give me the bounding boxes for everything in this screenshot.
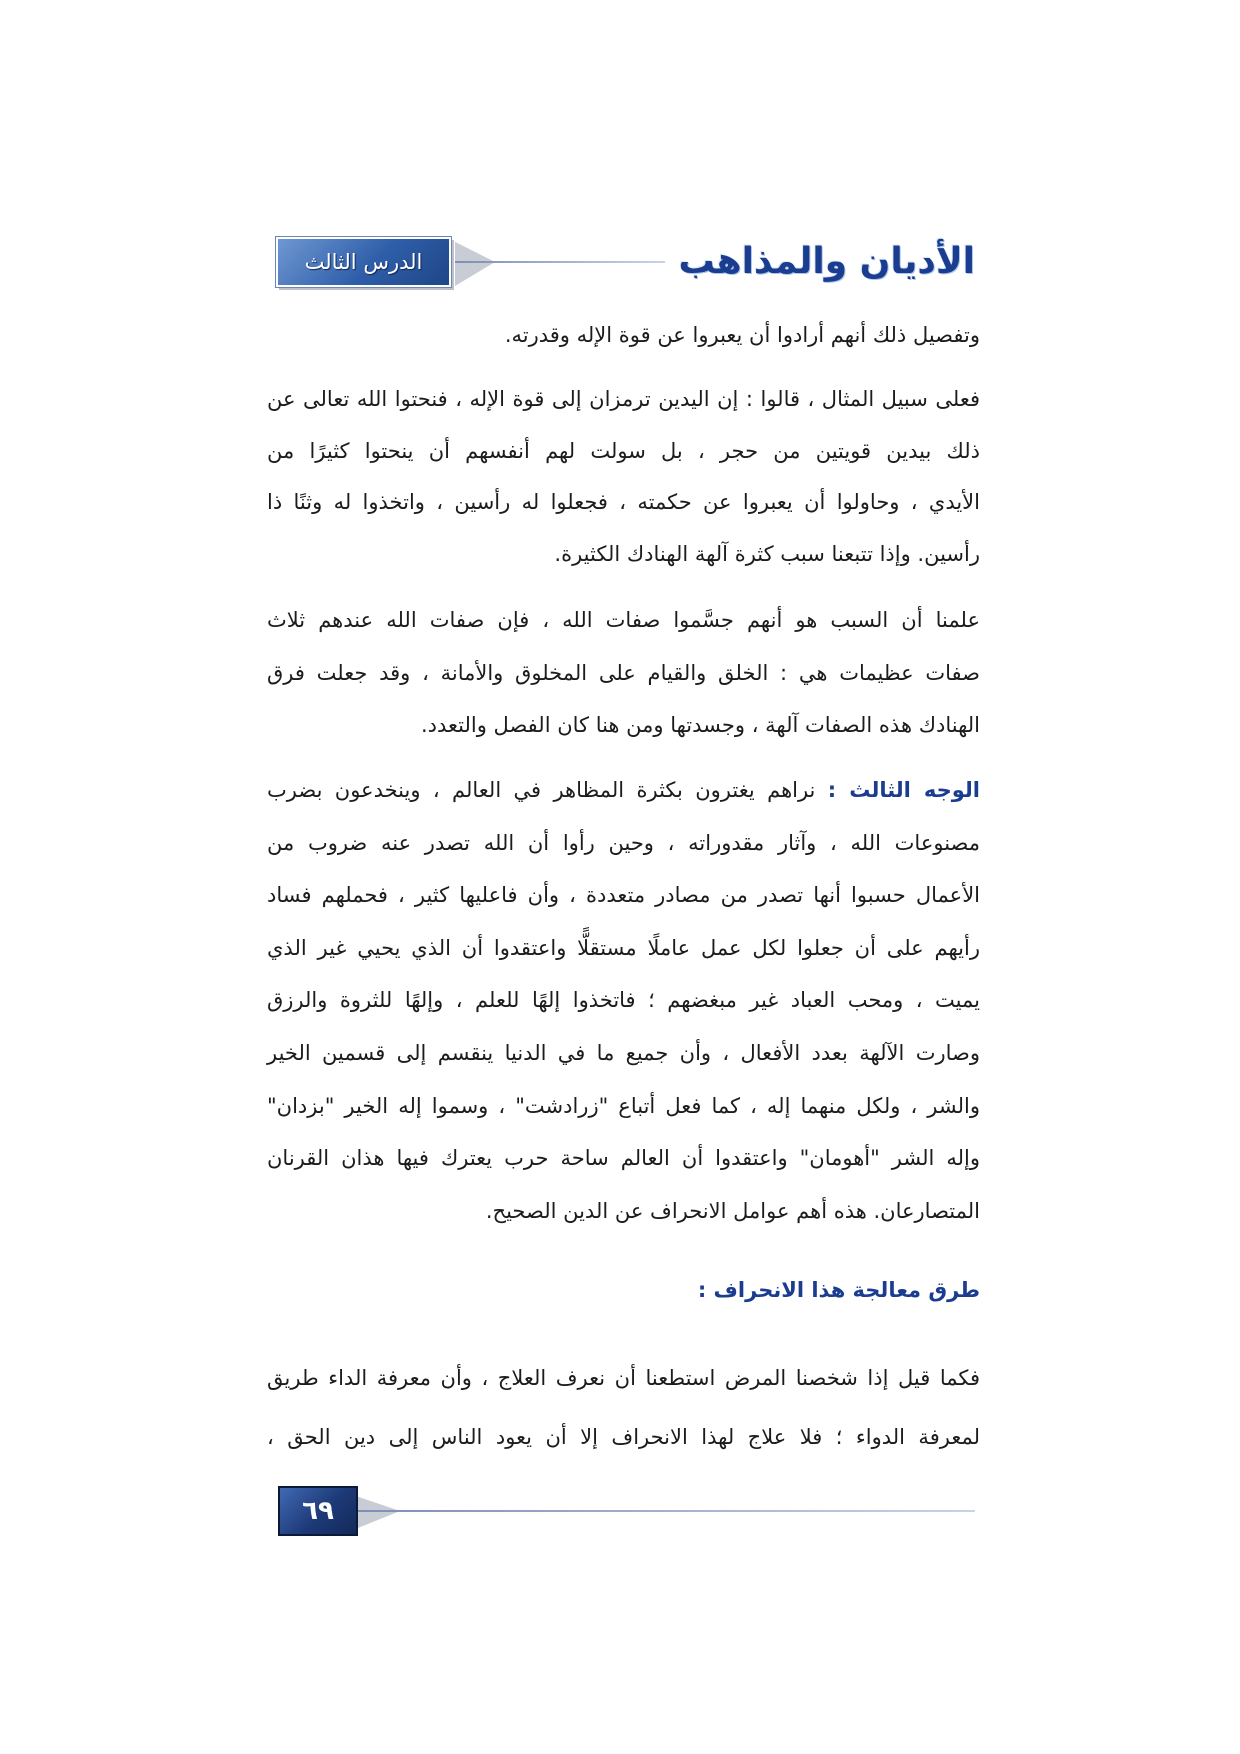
lesson-badge: الدرس الثالث [276, 237, 451, 287]
text-line: فعلى سبيل المثال ، قالوا : إن اليدين ترمزان إلى قوة الإله ، فنحتوا الله تعالى عن [267, 387, 980, 411]
text-line: رأيهم على أن جعلوا لكل عمل عاملًا مستقلًّا واعتقدوا أن الذي يحيي غير الذي [267, 935, 980, 960]
point-label: الوجه الثالث : [827, 778, 980, 802]
text-line: لمعرفة الدواء ؛ فلا علاج لهذا الانحراف إلا أن يعود الناس إلى دين الحق ، [267, 1424, 980, 1449]
footer-connector [358, 1486, 975, 1536]
text-line: الأيدي ، وحاولوا أن يعبروا عن حكمته ، فجعلوا له رأسين ، واتخذوا له وثنًا ذا [267, 490, 980, 514]
text-line: يميت ، ومحب العباد غير مبغضهم ؛ فاتخذوا إلهًا للعلم ، وإلهًا للثروة والرزق [267, 988, 980, 1013]
text-line: ذلك بيدين قويتين من حجر ، بل سولت لهم أنفسهم أن ينحتوا كثيرًا من [267, 438, 980, 463]
text-line: فكما قيل إذا شخصنا المرض استطعنا أن نعرف العلاج ، وأن معرفة الداء طريق [267, 1366, 980, 1390]
page-header [276, 232, 975, 292]
page-number-box [278, 1486, 358, 1536]
paragraph [267, 764, 980, 1237]
text-line: وإله الشر "أهومان" واعتقدوا أن العالم ساحة حرب يعترك فيها هذان القرنان [267, 1146, 980, 1171]
text-line: والشر ، ولكل منهما إله ، كما فعل أتباع "زرادشت" ، وسموا إله الخير "بزدان" [267, 1093, 980, 1118]
text-line: المتصارعان. هذه أهم عوامل الانحراف عن الدين الصحيح. [485, 1198, 980, 1223]
section-heading-block [267, 1264, 980, 1316]
paragraph [267, 1349, 980, 1466]
text-line: الأعمال حسبوا أنها تصدر من مصادر متعددة ، وأن فاعليها كثير ، فحملهم فساد [267, 883, 980, 908]
text-line: وصارت الآلهة بعدد الأفعال ، وأن جميع ما في الدنيا ينقسم إلى قسمين الخير [267, 1040, 980, 1065]
section-heading: طرق معالجة هذا الانحراف : [697, 1278, 980, 1302]
line-text: نراهم يغترون بكثرة المظاهر في العالم ، وينخدعون بضرب [267, 778, 816, 802]
page-footer [278, 1486, 975, 1536]
text-line: صفات عظيمات هي : الخلق والقيام على المخلوق والأمانة ، وقد جعلت فرق [267, 660, 980, 685]
text-line: مصنوعات الله ، وآثار مقدوراته ، وحين رأوا أن الله تصدر عنه ضروب من [267, 830, 980, 855]
text-line [267, 764, 980, 817]
text-line: الهنادك هذه الصفات آلهة ، وجسدتها ومن هنا كان الفصل والتعدد. [420, 713, 980, 737]
header-rule [455, 261, 665, 263]
page-number: ٦٩ [302, 1496, 334, 1526]
paragraph [267, 594, 980, 752]
paragraph [267, 309, 980, 361]
text-line: رأسين. وإذا تتبعنا سبب كثرة آلهة الهنادك الكثيرة. [554, 541, 980, 566]
text-line: علمنا أن السبب هو أنهم جسَّموا صفات الله ، فإن صفات الله عندهم ثلاث [267, 608, 980, 632]
footer-rule [358, 1510, 975, 1512]
book-title: الأديان والمذاهب [678, 241, 975, 282]
header-connector [455, 232, 665, 292]
text-line: وتفصيل ذلك أنهم أرادوا أن يعبروا عن قوة الإله وقدرته. [504, 323, 980, 347]
paragraph [267, 374, 980, 580]
